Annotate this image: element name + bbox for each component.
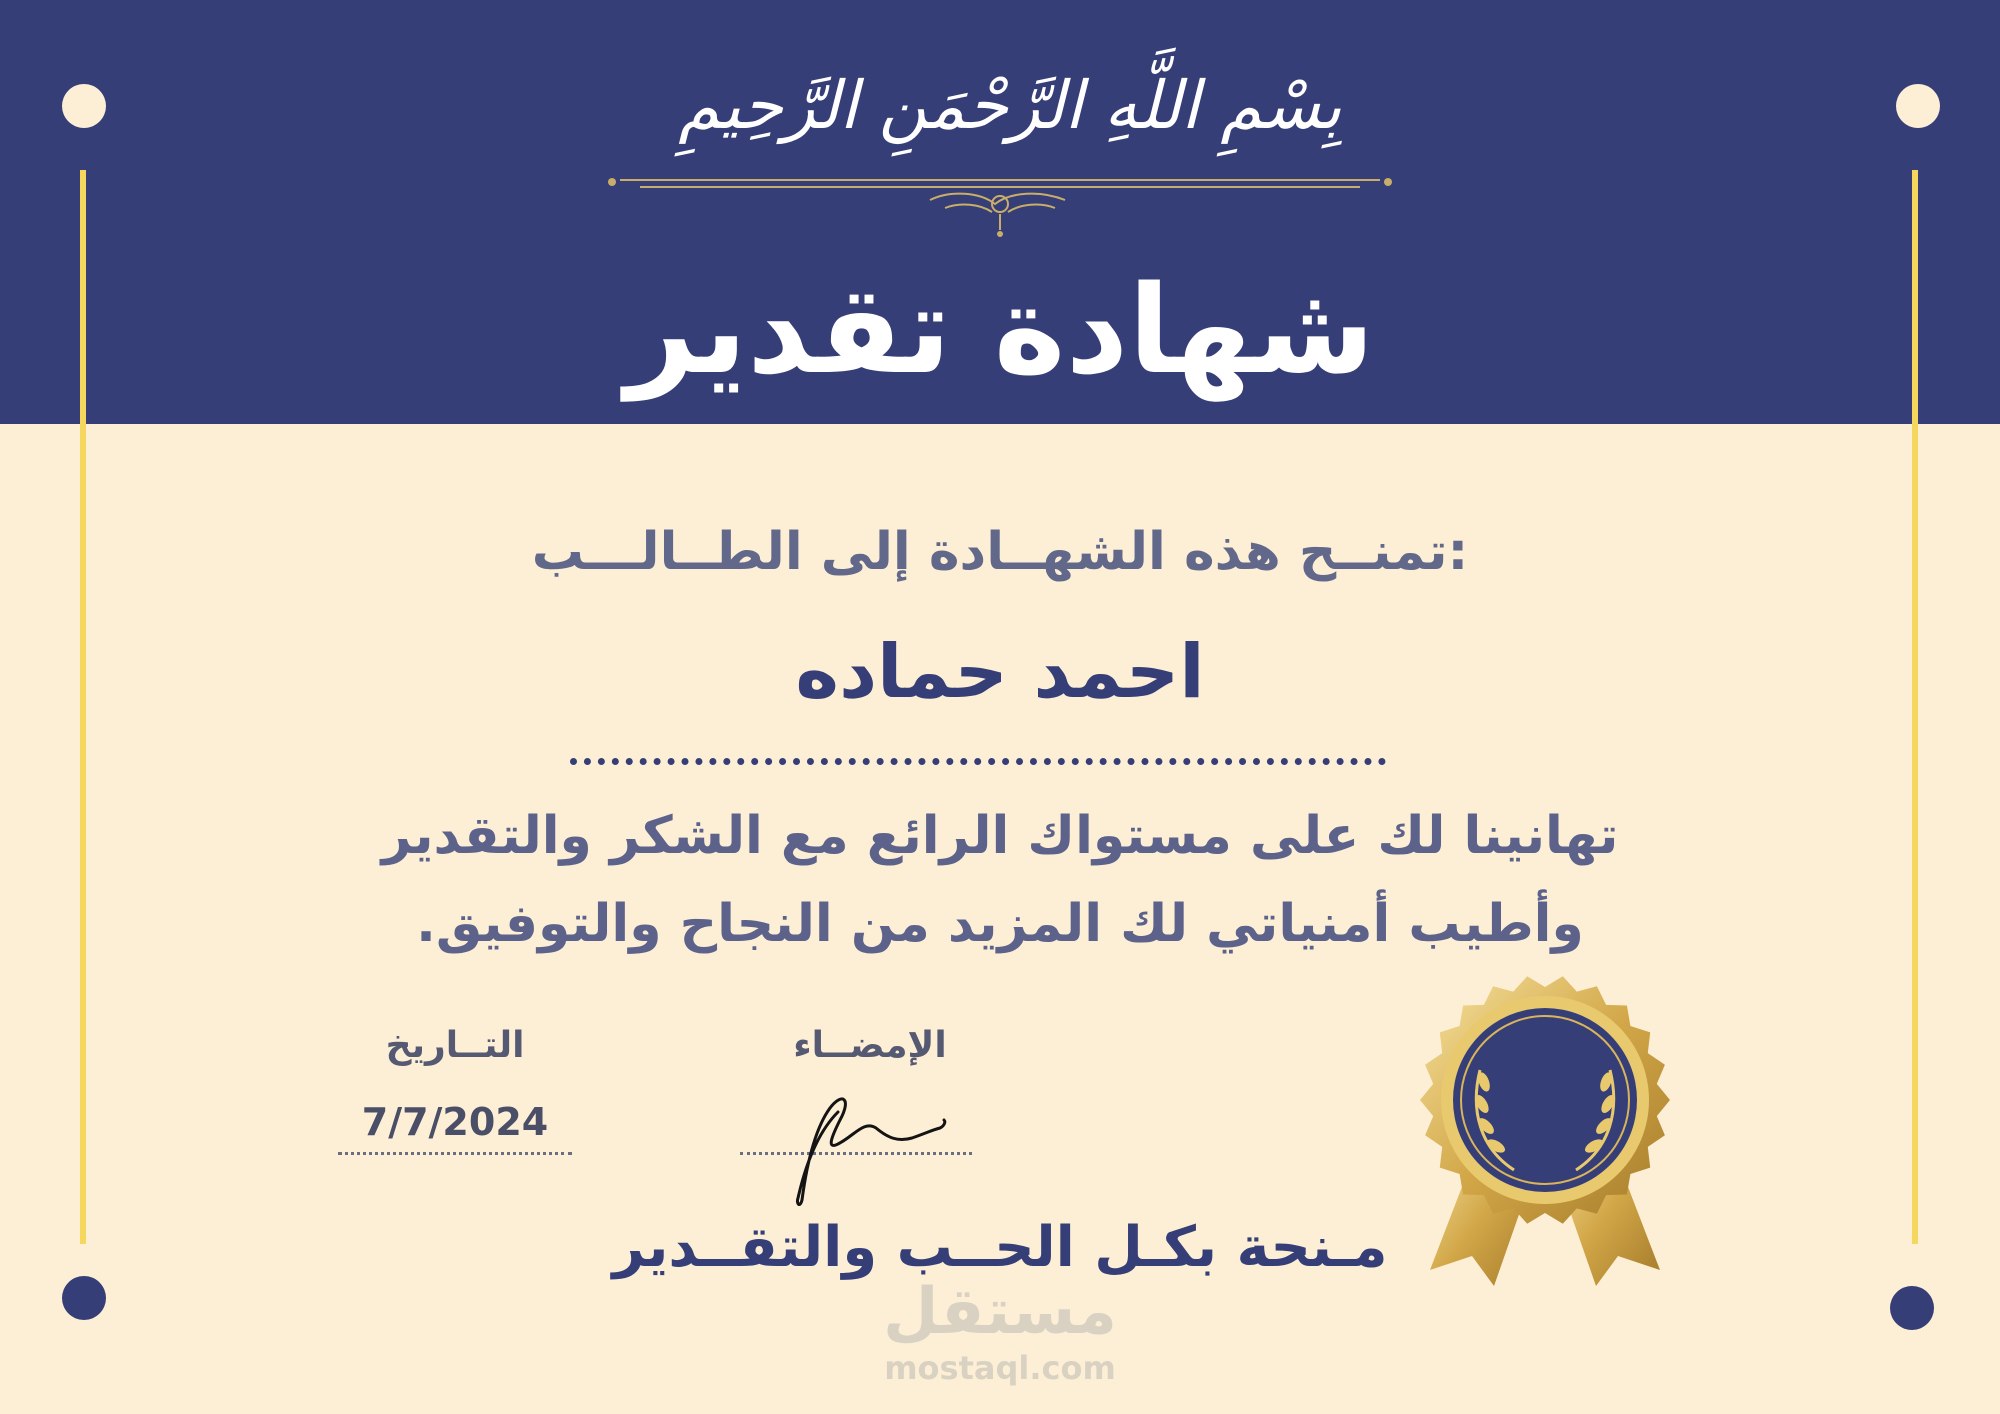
date-label: التــاريخ (385, 1025, 525, 1066)
message-line-2: وأطيب أمنياتي لك المزيد من النجاح والتوفيق. (416, 894, 1584, 954)
mostaql-watermark: مستقل (882, 1275, 1118, 1349)
gold-rosette-seal-with-laurel-icon (1410, 970, 1680, 1300)
left-gold-rule (80, 170, 86, 1244)
corner-dot-bottom-right (1890, 1286, 1934, 1330)
handwritten-signature (780, 1080, 980, 1210)
name-dotted-line (570, 758, 1386, 765)
intro-text: تمنــح هذه الشهــادة إلى الطــالـــب: (531, 522, 1469, 582)
certificate-title: شهادة تقدير (625, 259, 1375, 401)
date-value: 7/7/2024 (361, 1100, 549, 1144)
corner-dot-bottom-left (62, 1276, 106, 1320)
congratulation-message (300, 792, 1700, 972)
date-dotted-line (338, 1152, 572, 1155)
student-name: احمد حماده (795, 629, 1205, 715)
signature-label: الإمضــاء (793, 1025, 947, 1066)
message-line-1: تهانينا لك على مستواك الرائع مع الشكر والتقدير (381, 806, 1619, 866)
basmala-calligraphy: بِسْمِ اللَّهِ الرَّحْمَنِ الرَّحِيمِ (678, 67, 1342, 144)
right-gold-rule (1912, 170, 1918, 1244)
corner-dot-top-right (1896, 84, 1940, 128)
footer-dedication: مـنحة بكـل الحــب والتقــدير (612, 1215, 1388, 1280)
corner-dot-top-left (62, 84, 106, 128)
mostaql-watermark-url: mostaql.com (884, 1349, 1116, 1387)
divider-ornament (600, 160, 1400, 240)
